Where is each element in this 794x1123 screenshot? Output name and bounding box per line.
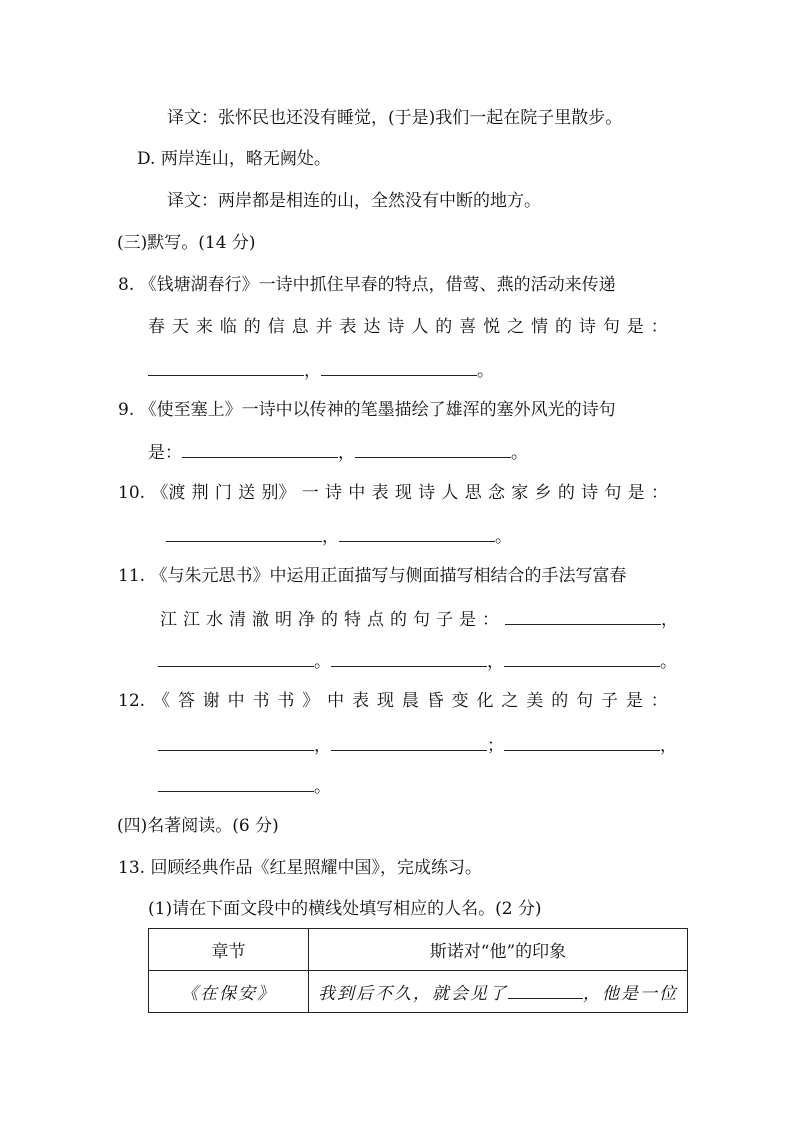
question-8-line-1: 8. 《钱塘湖春行》一诗中抓住早春的特点，借莺、燕的活动来传递 (118, 275, 616, 295)
snow-impression-table (148, 928, 688, 1013)
translation-line-2: 译文：两岸都是相连的山，全然没有中断的地方。 (167, 191, 541, 211)
table-cell-impression[interactable]: 我到后不久，就会见了 ，他是一位 (309, 971, 688, 1013)
table-row (149, 971, 688, 1013)
option-d: D. 两岸连山，略无阙处。 (137, 149, 331, 169)
name-blank[interactable] (508, 980, 583, 999)
question-12-line-1: 12. 《 答 谢 中 书 书 》 中 表 现 晨 昏 变 化 之 美 的 句 子 是 ： (118, 691, 668, 711)
question-8-answer-line[interactable]: ， 。 (148, 357, 494, 383)
question-13: 13. 回顾经典作品《红星照耀中国》，完成练习。 (118, 858, 482, 878)
question-11-answer-line[interactable]: 。 ， 。 (158, 648, 677, 674)
question-12-answer-line-1[interactable]: ， ； ， (158, 732, 677, 758)
question-11-line-2[interactable]: 江江水清澈明净的特点的句子是： ， (160, 606, 678, 632)
section-4-heading: (四)名著阅读。(6 分) (117, 816, 279, 836)
question-10-line-1: 10. 《渡 荆 门 送 别》 一 诗 中 表 现 诗 人 思 念 家 乡 的 诗 句 是 ： (118, 483, 668, 503)
table-header-chapter: 章节 (149, 929, 309, 971)
table-header-impression: 斯诺对“他”的印象 (309, 929, 688, 971)
question-8-line-2: 春 天 来 临 的 信 息 并 表 达 诗 人 的 喜 悦 之 情 的 诗 句 是 ： (148, 317, 668, 337)
question-11-line-1: 11. 《与朱元思书》中运用正面描写与侧面描写相结合的手法写富春 (118, 566, 627, 586)
question-13-part-1: (1)请在下面文段中的横线处填写相应的人名。(2 分) (148, 899, 542, 919)
section-3-heading: (三)默写。(14 分) (117, 233, 256, 253)
table-cell-chapter: 《在保安》 (149, 971, 309, 1013)
translation-line-1: 译文：张怀民也还没有睡觉，(于是)我们一起在院子里散步。 (167, 108, 623, 128)
question-9-line-2[interactable]: 是： ， 。 (148, 439, 528, 465)
question-12-answer-line-2[interactable]: 。 (158, 773, 331, 799)
question-10-answer-line[interactable]: ， 。 (166, 523, 512, 549)
table-header-row (149, 929, 688, 971)
question-9-line-1: 9. 《使至塞上》一诗中以传神的笔墨描绘了雄浑的塞外风光的诗句 (118, 400, 616, 420)
